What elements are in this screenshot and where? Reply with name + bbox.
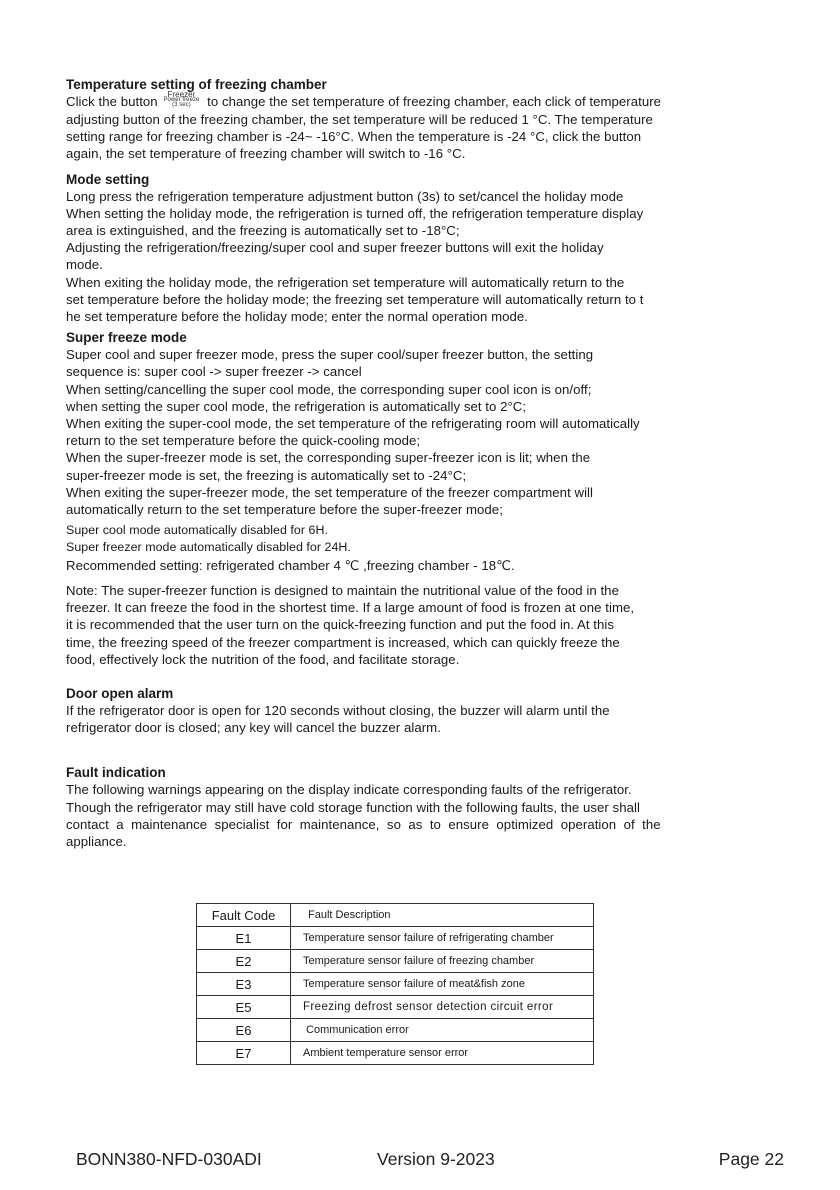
paragraph-line: Super cool and super freezer mode, press the super cool/super freezer button, the setting: [66, 347, 594, 363]
column-header-fault-code: Fault Code: [197, 904, 291, 927]
footer-model-number: BONN380-NFD-030ADI: [76, 1149, 262, 1169]
paragraph-line: When setting the holiday mode, the refrigeration is turned off, the refrigeration temperature display: [66, 205, 644, 221]
section-heading: Fault indication: [66, 765, 166, 781]
note-line: time, the freezing speed of the freezer compartment is increased, which can quickly freeze the: [66, 634, 620, 650]
paragraph-line: [66, 90, 756, 111]
text: to change the set temperature of freezing chamber, each click of temperature: [207, 94, 662, 109]
note-line: freezer. It can freeze the food in the shortest time. If a large amount of food is frozen at one time,: [66, 600, 635, 616]
section-freezing-temperature: [66, 76, 756, 163]
paragraph-line: When exiting the super-freezer mode, the set temperature of the freezer compartment will: [66, 484, 594, 500]
paragraph-line: set temperature before the holiday mode; the freezing set temperature will automatically return to t: [66, 291, 644, 307]
fault-code-cell: E2: [197, 950, 291, 973]
paragraph-line: refrigerator door is closed; any key will cancel the buzzer alarm.: [66, 720, 441, 736]
freezer-icon-subtitle: Power freeze: [163, 97, 200, 104]
fault-code-table: [196, 903, 594, 1065]
paragraph-line: he set temperature before the holiday mode; enter the normal operation mode.: [66, 309, 528, 325]
freezer-icon-duration: (3 sec): [172, 102, 191, 109]
paragraph-line: contact a maintenance specialist for maintenance, so as to ensure optimized operation of the: [66, 816, 661, 832]
fault-description-cell: Temperature sensor failure of freezing chamber: [291, 950, 594, 973]
fault-description-cell: Ambient temperature sensor error: [291, 1042, 594, 1065]
paragraph-line: return to the set temperature before the quick-cooling mode;: [66, 433, 421, 449]
fault-code-cell: E5: [197, 996, 291, 1019]
fault-code-cell: E6: [197, 1019, 291, 1042]
fault-code-cell: E3: [197, 973, 291, 996]
paragraph-line: when setting the super cool mode, the refrigeration is automatically set to 2°C;: [66, 398, 527, 414]
paragraph-line: The following warnings appearing on the display indicate corresponding faults of the refrigerator.: [66, 782, 632, 798]
paragraph-line: Though the refrigerator may still have cold storage function with the following faults, the user shall: [66, 799, 640, 815]
text: Click the button: [66, 94, 158, 109]
note-line: food, effectively lock the nutrition of the food, and facilitate storage.: [66, 651, 460, 667]
column-header-fault-description: Fault Description: [291, 904, 594, 927]
paragraph-line: area is extinguished, and the freezing is automatically set to -18°C;: [66, 223, 460, 239]
footer-version: Version 9-2023: [377, 1149, 495, 1169]
section-heading: Mode setting: [66, 171, 150, 187]
table-row: [197, 1019, 594, 1042]
fault-description-cell: Temperature sensor failure of refrigerating chamber: [291, 927, 594, 950]
paragraph-line: When setting/cancelling the super cool mode, the corresponding super cool icon is on/off;: [66, 381, 592, 397]
paragraph-line: setting range for freezing chamber is -24~ -16°C. When the temperature is -24 °C, click the button: [66, 129, 642, 145]
fault-description-cell: Freezing defrost sensor detection circuit error: [291, 996, 594, 1019]
footer-page-number: Page 22: [718, 1149, 784, 1169]
paragraph-line: sequence is: super cool -> super freezer -> cancel: [66, 364, 362, 380]
table-row: [197, 927, 594, 950]
recommended-setting: Recommended setting: refrigerated chamber 4 ℃ ,freezing chamber - 18℃.: [66, 557, 515, 573]
note-line: it is recommended that the user turn on the quick-freezing function and put the food in. At this: [66, 617, 615, 633]
paragraph-line: When the super-freezer mode is set, the corresponding super-freezer icon is lit; when the: [66, 450, 591, 466]
table-row: [197, 1042, 594, 1065]
freezer-button-icon: [163, 91, 199, 108]
paragraph-line: Adjusting the refrigeration/freezing/super cool and super freezer buttons will exit the holiday: [66, 240, 604, 256]
section-mode-setting: [66, 171, 756, 326]
table-header-row: [197, 904, 594, 927]
paragraph-line: When exiting the holiday mode, the refrigeration set temperature will automatically return to the: [66, 274, 625, 290]
paragraph-line: Super cool mode automatically disabled for 6H.: [66, 523, 328, 538]
fault-description-cell: Communication error: [291, 1019, 594, 1042]
paragraph-line: Super freezer mode automatically disabled for 24H.: [66, 540, 351, 555]
fault-code-cell: E7: [197, 1042, 291, 1065]
table-row: [197, 996, 594, 1019]
table-row: [197, 950, 594, 973]
section-heading: Door open alarm: [66, 685, 174, 701]
note-line: Note: The super-freezer function is designed to maintain the nutritional value of the food in the: [66, 582, 619, 598]
freezer-icon-title: Freezer: [167, 90, 196, 100]
paragraph-line: super-freezer mode is set, the freezing is automatically set to -24°C;: [66, 467, 467, 483]
paragraph-line: appliance.: [66, 833, 127, 849]
paragraph-line: mode.: [66, 257, 103, 273]
paragraph-line: When exiting the super-cool mode, the set temperature of the refrigerating room will automatically: [66, 416, 640, 432]
table-row: [197, 973, 594, 996]
manual-page-body: [66, 76, 756, 850]
section-fault-indication: [66, 764, 756, 850]
note-paragraph: [66, 582, 756, 668]
fault-description-cell: Temperature sensor failure of meat&fish zone: [291, 973, 594, 996]
section-super-freeze: [66, 329, 756, 668]
section-door-open-alarm: [66, 685, 756, 736]
paragraph-line: again, the set temperature of freezing chamber will switch to -16 °C.: [66, 146, 466, 162]
paragraph-line: If the refrigerator door is open for 120 seconds without closing, the buzzer will alarm until the: [66, 702, 610, 718]
section-heading: Super freeze mode: [66, 330, 187, 346]
fault-code-cell: E1: [197, 927, 291, 950]
paragraph-line: Long press the refrigeration temperature adjustment button (3s) to set/cancel the holiday mode: [66, 188, 624, 204]
paragraph-line: automatically return to the set temperature before the super-freezer mode;: [66, 502, 503, 518]
paragraph-line: adjusting button of the freezing chamber, the set temperature will be reduced 1 °C. The temperature: [66, 112, 653, 128]
section-heading: Temperature setting of freezing chamber: [66, 77, 327, 92]
